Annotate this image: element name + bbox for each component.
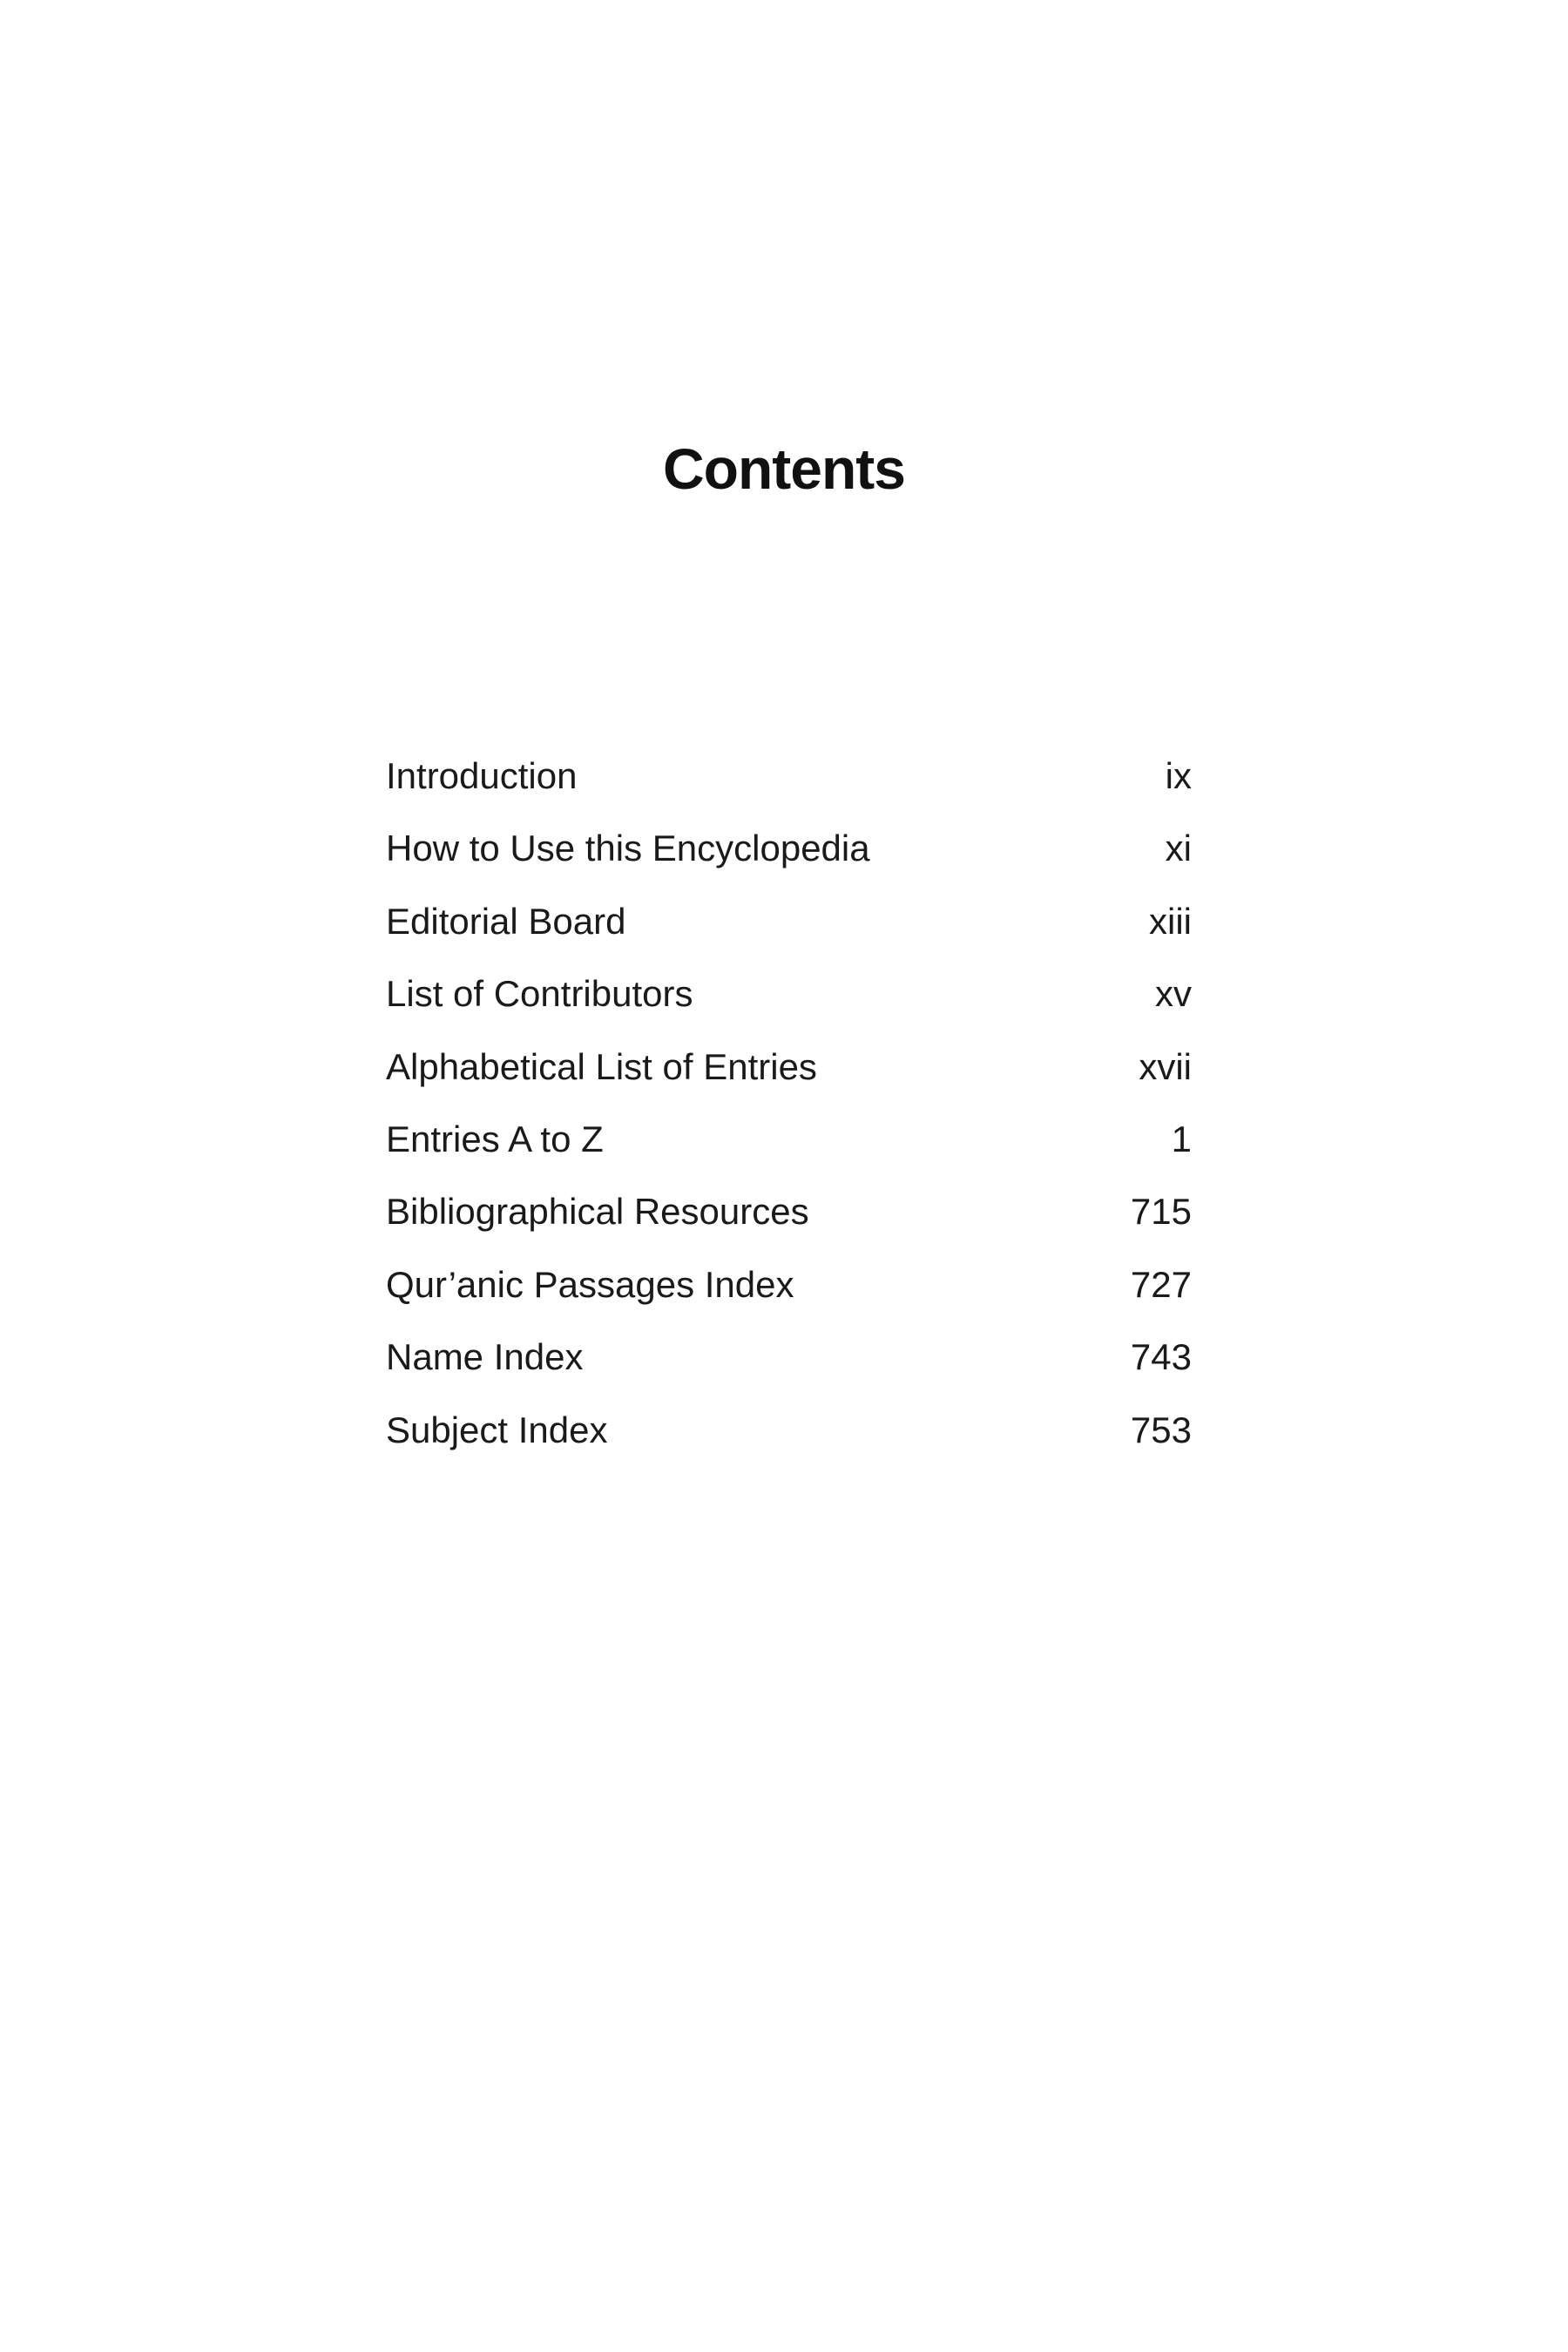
toc-entry-label: List of Contributors bbox=[386, 973, 693, 1015]
toc-entry-page: 1 bbox=[1171, 1118, 1192, 1159]
toc-entry-name-index bbox=[386, 1336, 1192, 1411]
toc-entry-label: How to Use this Encyclopedia bbox=[386, 828, 870, 869]
toc-entry-label: Entries A to Z bbox=[386, 1118, 604, 1159]
toc-entry-page: 743 bbox=[1130, 1336, 1192, 1378]
toc-entry-page: xi bbox=[1165, 828, 1192, 869]
toc-entry-alphabetical-list bbox=[386, 1045, 1192, 1121]
toc-entry-page: 753 bbox=[1130, 1409, 1192, 1450]
toc-entry-quranic-passages-index bbox=[386, 1263, 1192, 1339]
page-title: Contents bbox=[663, 436, 905, 501]
toc-entry-page: xv bbox=[1155, 973, 1192, 1015]
toc-entry-bibliographical-resources bbox=[386, 1193, 1192, 1266]
toc-entry-subject-index bbox=[386, 1409, 1192, 1484]
toc-entry-page: ix bbox=[1165, 755, 1192, 796]
toc-entry-page: xiii bbox=[1149, 900, 1192, 942]
toc-entry-page: xvii bbox=[1139, 1045, 1192, 1087]
toc-entry-editorial-board bbox=[386, 900, 1192, 976]
toc-entry-label: Introduction bbox=[386, 755, 578, 796]
toc-entry-entries-a-to-z bbox=[386, 1118, 1192, 1193]
table-of-contents bbox=[386, 755, 1192, 1484]
toc-entry-label: Name Index bbox=[386, 1336, 584, 1378]
toc-entry-contributors bbox=[386, 973, 1192, 1048]
toc-entry-label: Editorial Board bbox=[386, 900, 626, 942]
toc-entry-how-to-use bbox=[386, 830, 1192, 902]
toc-entry-label: Bibliographical Resources bbox=[386, 1191, 809, 1233]
toc-entry-introduction bbox=[386, 755, 1192, 830]
toc-entry-label: Alphabetical List of Entries bbox=[386, 1045, 817, 1087]
toc-entry-page: 715 bbox=[1130, 1191, 1192, 1233]
toc-entry-label: Qur’anic Passages Index bbox=[386, 1263, 794, 1305]
toc-entry-page: 727 bbox=[1130, 1263, 1192, 1305]
toc-entry-label: Subject Index bbox=[386, 1409, 608, 1450]
